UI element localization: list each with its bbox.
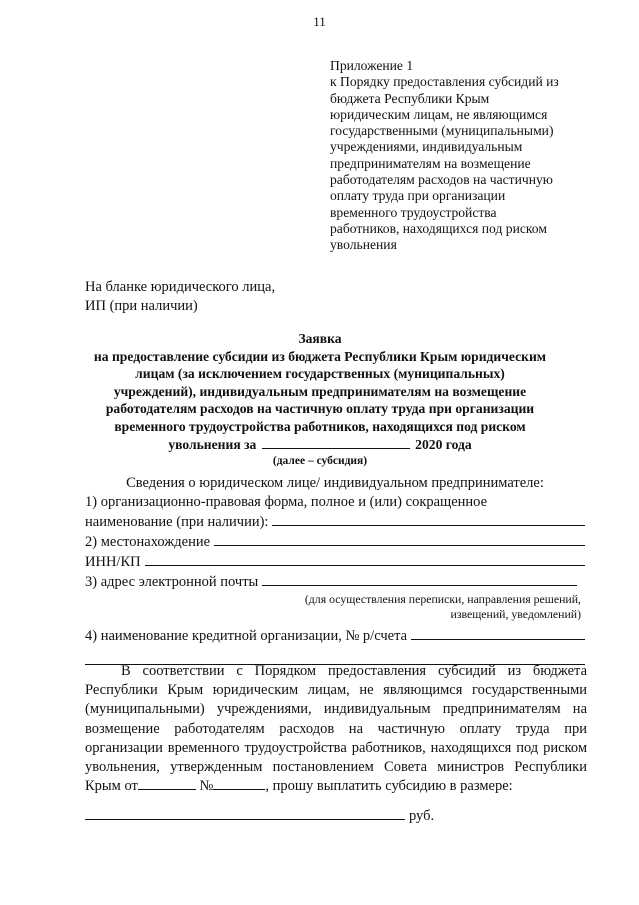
- letterhead-line-1: На бланке юридического лица,: [85, 279, 276, 295]
- request-paragraph: [85, 662, 587, 796]
- letterhead-line-2: ИП (при наличии): [85, 298, 198, 314]
- appendix-block: [330, 58, 600, 254]
- appendix-line: работников, находящихся под риском: [330, 220, 547, 236]
- applicant-info: [85, 474, 585, 665]
- email-note-1: (для осуществления переписки, направления решений,: [304, 592, 581, 606]
- appendix-line: временного трудоустройства: [330, 204, 497, 220]
- currency-label: руб.: [409, 808, 435, 824]
- title-line: временного трудоустройства работников, находящихся под риском: [114, 418, 526, 434]
- item3-label: 3) адрес электронной почты: [85, 574, 259, 590]
- sum-fill-line[interactable]: [85, 806, 405, 820]
- item1-row: [85, 512, 585, 532]
- paragraph-text-1: В соответствии с Порядком предоставления субсидий из бюджета Республики Крым юридическим лицам, не являющимся государственными (муниципальными) учреждениями, индивидуальным предпринимателям на возмещение работодателям расходов на частичную оплату труда при организации временного трудоустройства работников, находящихся под риском увольнения, утвержденным постановлением Совета министров Республики Крым от: [85, 663, 587, 795]
- title-line: лицам (за исключением государственных (муниципальных): [135, 366, 505, 382]
- title-line: на предоставление субсидии из бюджета Республики Крым юридическим: [93, 348, 547, 364]
- title-last-prefix: увольнения за: [168, 436, 257, 452]
- application-title: [40, 330, 600, 469]
- item4-row: [85, 626, 585, 646]
- paragraph-text-3: , прошу выплатить субсидию в размере:: [265, 778, 513, 795]
- number-fill-line[interactable]: [213, 777, 265, 790]
- appendix-line: учреждениями, индивидуальным: [330, 139, 523, 155]
- title-last-line: [40, 436, 600, 454]
- appendix-line: государственными (муниципальными): [330, 123, 554, 139]
- item1-line2: наименование (при наличии):: [85, 514, 269, 530]
- title-line: учреждений), индивидуальным предпринимателям на возмещение: [113, 383, 527, 399]
- bank-fill-line[interactable]: [411, 626, 585, 640]
- item4-label: 4) наименование кредитной организации, № р/счета: [85, 628, 408, 644]
- item3-row: [85, 572, 585, 592]
- page-number: 11: [313, 14, 326, 29]
- paragraph-text-2: №: [199, 778, 214, 795]
- title-last-suffix: 2020 года: [415, 436, 472, 452]
- item2-label: 2) местонахождение: [85, 534, 211, 550]
- appendix-line: оплату труда при организации: [330, 188, 506, 204]
- info-header: Сведения о юридическом лице/ индивидуальном предпринимателе:: [126, 475, 544, 491]
- appendix-line: юридическим лицам, не являющимся: [330, 106, 548, 122]
- date-fill-line[interactable]: [138, 777, 196, 790]
- location-fill-line[interactable]: [214, 532, 585, 546]
- period-fill-line[interactable]: [262, 436, 410, 449]
- appendix-line: увольнения: [330, 237, 397, 253]
- item2-row: [85, 532, 585, 552]
- appendix-line: бюджета Республики Крым: [330, 90, 490, 106]
- name-fill-line[interactable]: [272, 512, 585, 526]
- email-fill-line[interactable]: [262, 572, 577, 586]
- appendix-line: работодателям расходов на частичную: [330, 172, 553, 188]
- inn-fill-line[interactable]: [145, 552, 585, 566]
- letterhead-note: [85, 278, 275, 316]
- appendix-line: предпринимателям на возмещение: [330, 155, 531, 171]
- title-line: работодателям расходов на частичную оплату труда при организации: [105, 401, 535, 417]
- inn-label: ИНН/КП: [85, 554, 141, 570]
- email-note-2: извещений, уведомлений): [450, 607, 581, 621]
- inn-row: [85, 552, 585, 572]
- sum-row: [85, 806, 434, 825]
- subsidy-note: (далее – субсидия): [272, 455, 368, 468]
- appendix-line: Приложение 1: [330, 58, 414, 73]
- title-heading: Заявка: [298, 331, 342, 346]
- appendix-line: к Порядку предоставления субсидий из: [330, 74, 559, 90]
- item1-line1: 1) организационно-правовая форма, полное и (или) сокращенное: [85, 494, 488, 510]
